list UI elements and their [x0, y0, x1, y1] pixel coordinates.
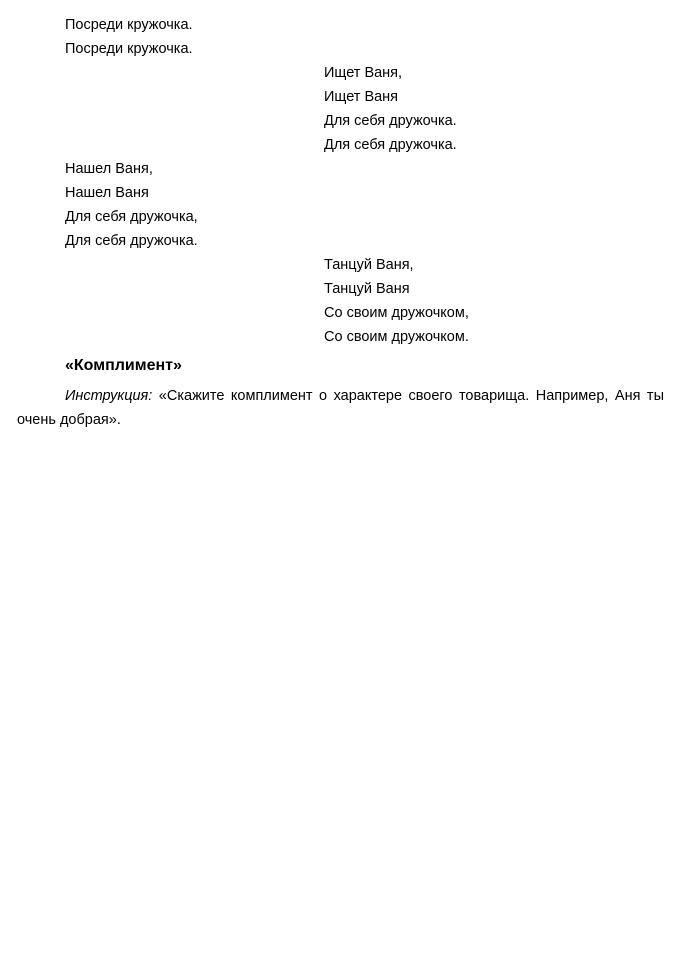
song-line: Посреди кружочка. — [65, 17, 193, 33]
song-line: Со своим дружочком. — [324, 329, 469, 345]
song-line: Танцуй Ваня, — [324, 257, 414, 273]
instruction-text: «Скажите комплимент о характере своего товарища. Например, Аня ты очень добрая». — [17, 388, 664, 428]
game-title: «Комплимент» — [65, 357, 182, 374]
song-line: Нашел Ваня, — [65, 161, 153, 177]
song-line: Для себя дружочка. — [324, 113, 457, 129]
song-line: Для себя дружочка, — [65, 209, 198, 225]
song-line: Нашел Ваня — [65, 185, 149, 201]
song-line: Для себя дружочка. — [324, 137, 457, 153]
instruction-label: Инструкция: — [65, 388, 153, 404]
song-line: Танцуй Ваня — [324, 281, 410, 297]
song-line: Ищет Ваня, — [324, 65, 403, 81]
song-line: Ищет Ваня — [324, 89, 399, 105]
song-line: Для себя дружочка. — [65, 233, 198, 249]
song-line: Посреди кружочка. — [65, 41, 193, 57]
game-instruction — [17, 384, 664, 432]
song-line: Со своим дружочком, — [324, 305, 469, 321]
